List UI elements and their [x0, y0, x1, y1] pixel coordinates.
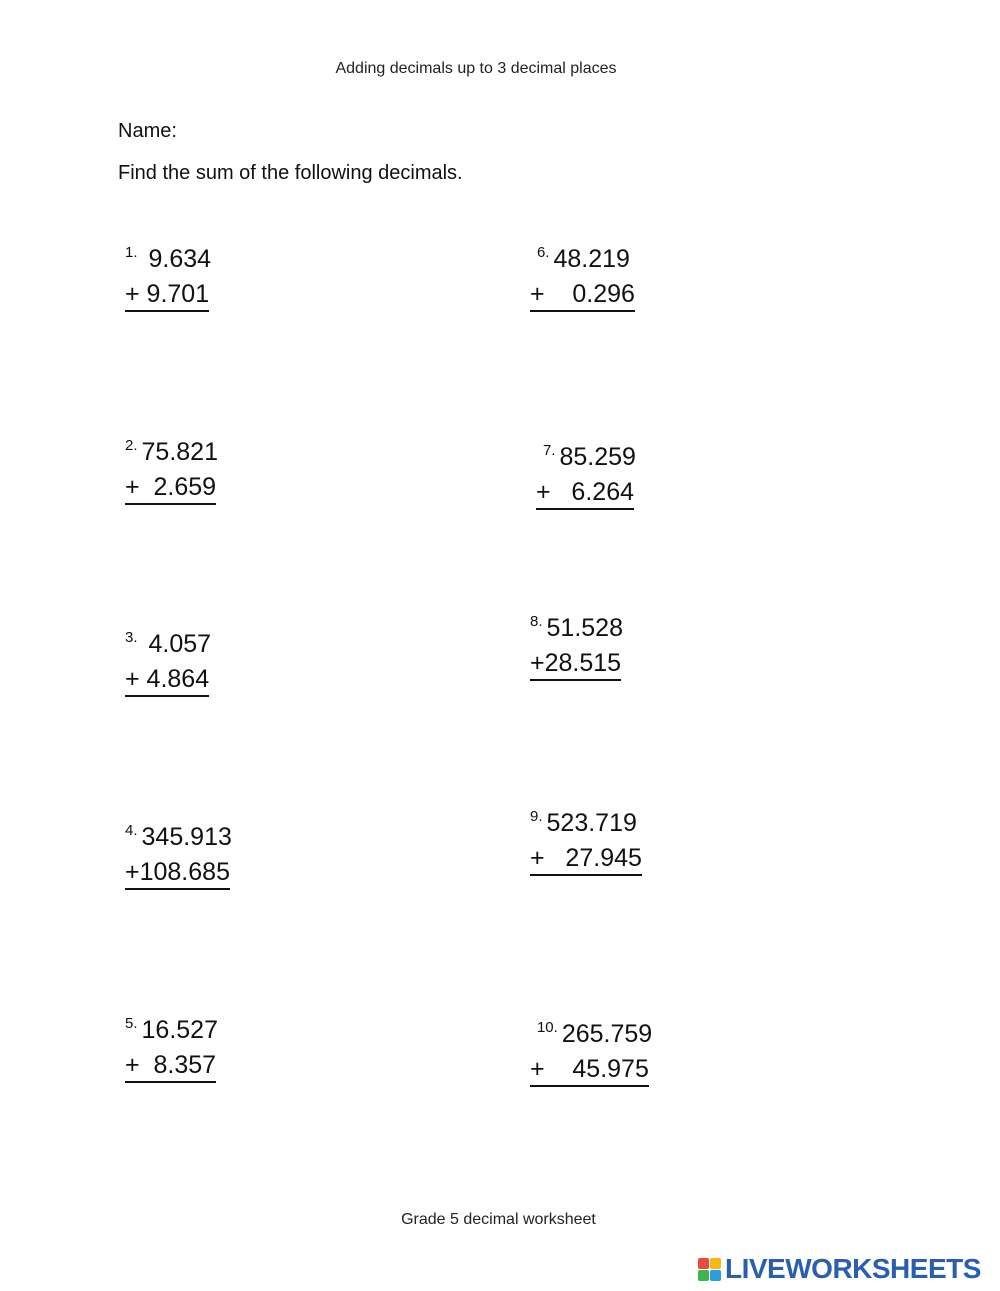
problem-number: 7. — [542, 442, 556, 459]
problem-top-addend: 4.057 — [148, 630, 212, 658]
problem-top-addend: 523.719 — [546, 809, 637, 837]
problem-number: 6. — [536, 244, 550, 261]
problem-top-addend: 75.821 — [141, 438, 218, 466]
problem-bottom-addend: + 2.659 — [125, 472, 216, 505]
worksheet-footer: Grade 5 decimal worksheet — [401, 1211, 596, 1228]
problem-top-addend: 345.913 — [141, 823, 232, 851]
problem-number: 3. — [125, 629, 138, 646]
problem-5 — [125, 1014, 218, 1083]
problem-number: 4. — [125, 822, 138, 839]
problem-bottom-addend: + 45.975 — [530, 1054, 649, 1087]
problem-bottom-addend: + 27.945 — [530, 843, 642, 876]
problem-bottom-addend: + 4.864 — [125, 664, 209, 697]
problem-number: 1. — [125, 244, 138, 261]
problem-top-addend: 48.219 — [553, 245, 630, 273]
problem-number: 8. — [530, 613, 543, 630]
problem-6 — [530, 243, 635, 312]
problem-bottom-addend: +108.685 — [125, 857, 230, 890]
worksheet-title: Adding decimals up to 3 decimal places — [335, 60, 617, 77]
problem-1 — [125, 243, 211, 312]
problem-top-addend: 16.527 — [141, 1016, 218, 1044]
name-label: Name: — [118, 120, 177, 142]
problem-bottom-addend: + 9.701 — [125, 279, 209, 312]
problem-top-addend: 51.528 — [546, 614, 623, 642]
problem-4 — [125, 821, 232, 890]
problem-9 — [530, 807, 642, 876]
problem-number: 5. — [125, 1015, 138, 1032]
problem-number: 9. — [530, 808, 543, 825]
instructions: Find the sum of the following decimals. — [118, 162, 463, 184]
problem-3 — [125, 628, 211, 697]
problem-8 — [530, 612, 623, 681]
problem-top-addend: 9.634 — [148, 245, 212, 273]
problem-7 — [536, 441, 636, 510]
problem-bottom-addend: + 0.296 — [530, 279, 635, 312]
problem-number: 10. — [536, 1019, 558, 1036]
problem-bottom-addend: + 6.264 — [536, 477, 634, 510]
problem-2 — [125, 436, 218, 505]
problem-number: 2. — [125, 437, 138, 454]
problem-top-addend: 265.759 — [561, 1020, 653, 1048]
problem-top-addend: 85.259 — [559, 443, 636, 471]
brand-name: LIVEWORKSHEETS — [725, 1253, 981, 1284]
problem-bottom-addend: +28.515 — [530, 648, 621, 681]
liveworksheets-logo-icon — [698, 1258, 721, 1281]
problem-bottom-addend: + 8.357 — [125, 1050, 216, 1083]
liveworksheets-brand[interactable] — [698, 1252, 981, 1286]
problem-10 — [530, 1018, 652, 1087]
